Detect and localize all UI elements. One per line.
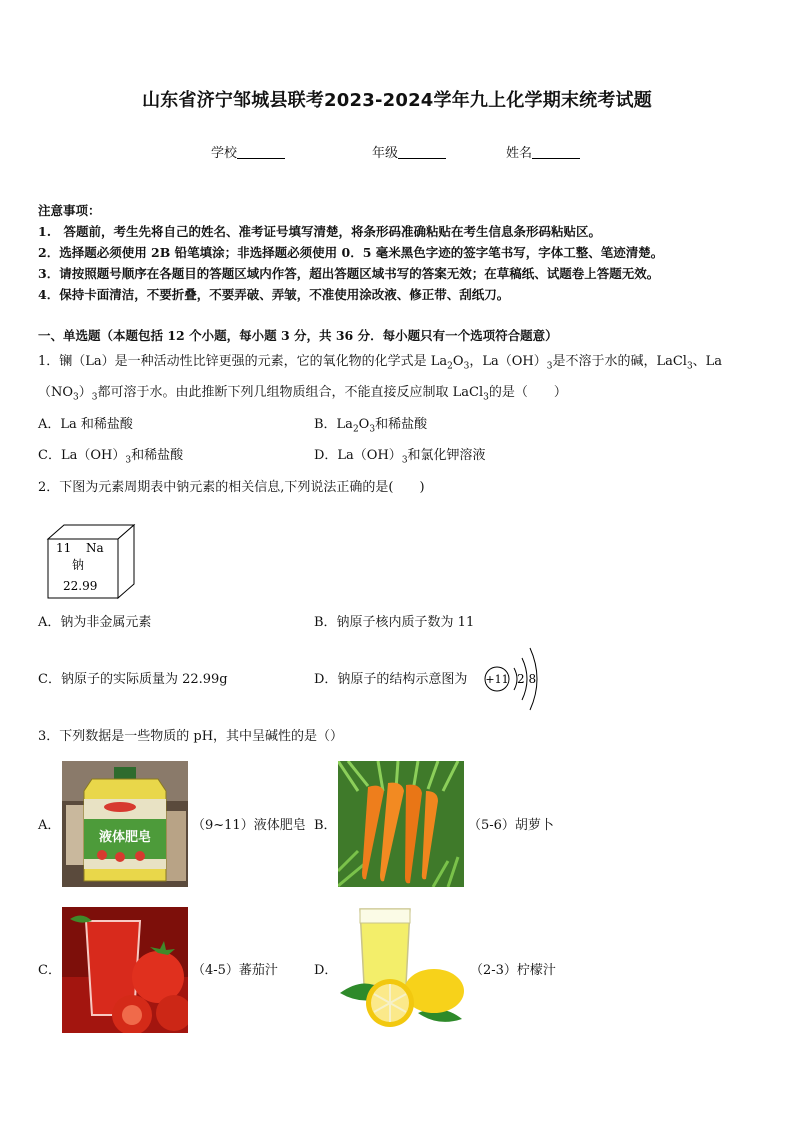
q3-option-c-text: （4-5）蕃茄汁 — [192, 963, 278, 978]
cell-name: 钠 — [72, 558, 85, 572]
cell-number: 11 — [56, 541, 72, 555]
q1-option-b: B．$La_2O_3$和稀盐酸 — [314, 417, 428, 435]
q3-option-b-text: （5-6）胡萝卜 — [468, 818, 554, 833]
q3-option-b-label: B． — [314, 818, 337, 833]
page-title: 山东省济宁邹城县联考2023-2024学年九上化学期末统考试题 — [142, 90, 652, 111]
q3-option-c-label: C． — [38, 963, 61, 978]
cell-mass: 22.99 — [63, 579, 98, 593]
q1-option-d: D．$La(OH)_3$和氯化钾溶液 — [314, 448, 486, 466]
q2-option-a: A．钠为非金属元素 — [38, 615, 152, 630]
name-label: 姓名 — [506, 146, 533, 161]
school-blank — [237, 146, 285, 159]
lemon-juice-image — [338, 903, 468, 1029]
grade-field — [372, 142, 446, 161]
atom-shells: 2 8 — [517, 672, 537, 686]
section-heading: 一、单选题（本题包括 12 个小题，每小题 3 分，共 36 分．每小题只有一个选项符合题意） — [38, 328, 558, 343]
q3-option-d-label: D． — [314, 963, 338, 978]
name-field — [506, 142, 580, 161]
q3-option-a-label: A． — [38, 818, 61, 833]
name-blank — [532, 146, 580, 159]
carrot-image — [338, 761, 464, 887]
q2-option-c: C．钠原子的实际质量为 22.99g — [38, 672, 228, 687]
periodic-cell-figure — [46, 512, 138, 600]
atom-nucleus: +11 — [485, 673, 509, 686]
q1-stem-line1: 1．镧（La）是一种活动性比锌更强的元素，它的氧化物的化学式是 $La_2O_3$，$La(OH)_3$是不溶于水的碱，LaCl$_3$、La — [38, 354, 723, 372]
q3-stem: 3．下列数据是一些物质的 pH，其中呈碱性的是（） — [38, 729, 344, 744]
sodium-atom-diagram — [482, 644, 554, 714]
grade-label: 年级 — [372, 146, 399, 161]
school-label: 学校 — [211, 146, 238, 161]
q1-option-c: C．$La(OH)_3$和稀盐酸 — [38, 448, 184, 466]
liquid-soap-image — [62, 761, 188, 887]
tomato-juice-image — [62, 907, 188, 1033]
cell-symbol: Na — [86, 541, 104, 555]
q2-option-d: D．钠原子的结构示意图为 — [314, 672, 468, 687]
q2-stem: 2．下图为元素周期表中钠元素的相关信息,下列说法正确的是( ) — [38, 480, 425, 495]
grade-blank — [398, 146, 446, 159]
q1-option-a: A．La 和稀盐酸 — [38, 417, 133, 432]
q3-option-d-text: （2-3）柠檬汁 — [470, 963, 556, 978]
notice-heading: 注意事项： — [38, 203, 101, 218]
notice-item-3: 3．请按照题号顺序在各题目的答题区域内作答，超出答题区域书写的答案无效；在草稿纸、试题卷上答题无效。 — [38, 266, 660, 281]
notice-item-1: 1. 答题前，考生先将自己的姓名、准考证号填写清楚，将条形码准确粘贴在考生信息条形码粘贴区。 — [38, 224, 602, 239]
school-field — [211, 142, 285, 161]
notice-item-4: 4．保持卡面清洁，不要折叠，不要弄破、弄皱，不准使用涂改液、修正带、刮纸刀。 — [38, 287, 510, 302]
soap-label-text: 液体肥皂 — [98, 830, 152, 845]
q1-stem-line2: $(NO_3)_3$都可溶于水。由此推断下列几组物质组合，不能直接反应制取 LaCl$_3$的是（ ） — [38, 385, 567, 403]
notice-item-2: 2．选择题必须使用 2B 铅笔填涂；非选择题必须使用 0．5 毫米黑色字迹的签字笔书写，字体工整、笔迹清楚。 — [38, 245, 664, 260]
q3-option-a-text: （9~11）液体肥皂 — [192, 818, 306, 833]
q2-option-b: B．钠原子核内质子数为 11 — [314, 615, 475, 630]
